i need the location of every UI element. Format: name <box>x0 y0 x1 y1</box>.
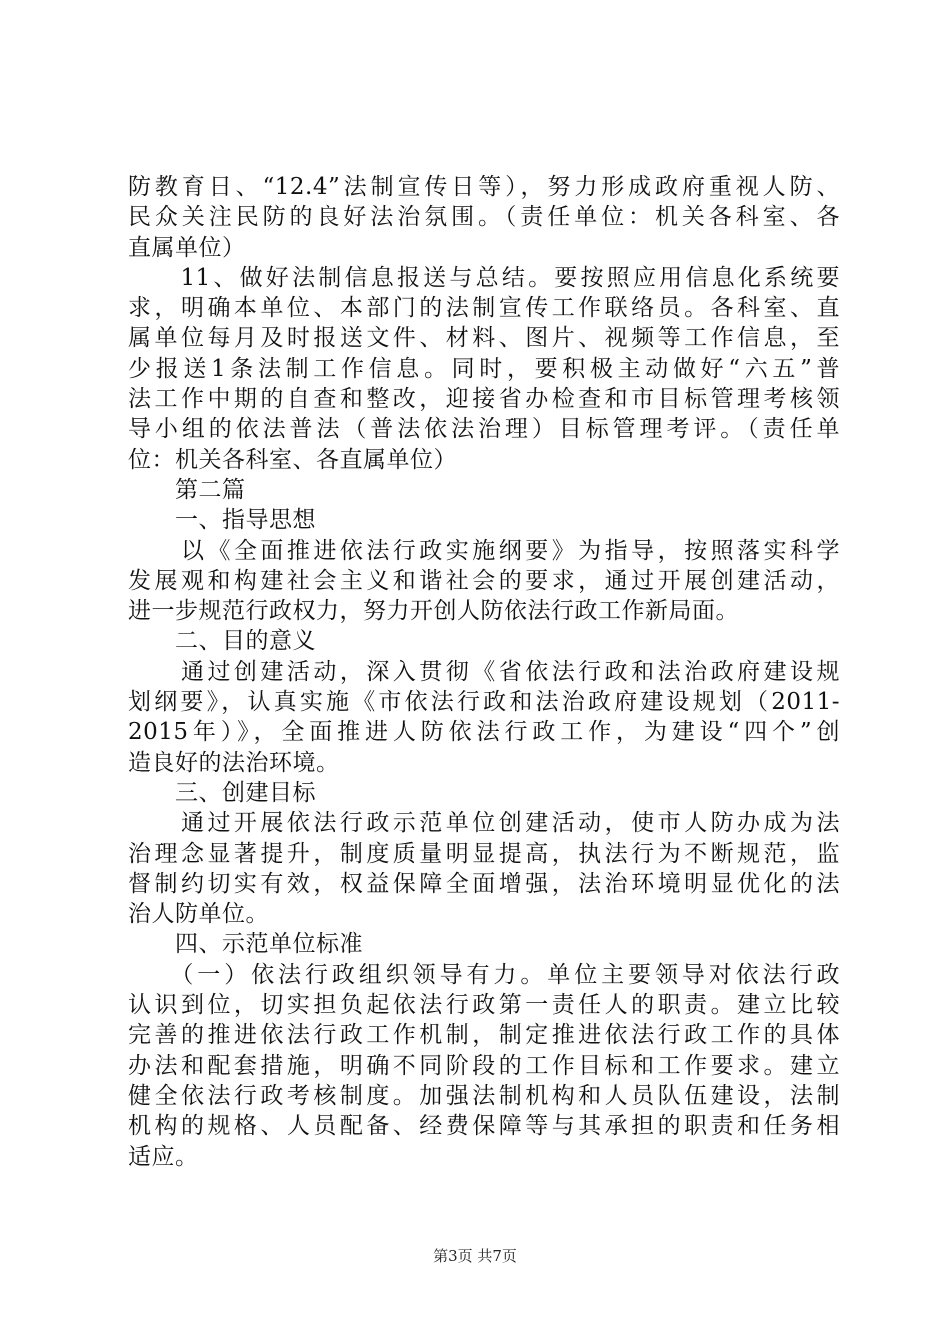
text-line: 一、指导思想 <box>128 507 316 534</box>
page-footer: 第3页 共7页 <box>433 1247 517 1265</box>
text-line: 督制约切实有效，权益保障全面增强，法治环境明显优化的法 <box>128 870 840 897</box>
text-line: 属单位每月及时报送文件、材料、图片、视频等工作信息，至 <box>128 325 840 352</box>
text-line: 治理念显著提升，制度质量明显提高，执法行为不断规范，监 <box>128 840 840 867</box>
text-line: 二、目的意义 <box>128 628 316 655</box>
text-line: 防教育日、“12.4”法制宣传日等），努力形成政府重视人防、 <box>128 174 840 200</box>
text-line: 治人防单位。 <box>128 901 269 928</box>
text-line: 通过创建活动，深入贯彻《省依法行政和法治政府建设规 <box>128 658 840 685</box>
text-line: 三、创建目标 <box>128 779 316 806</box>
text-line: 进一步规范行政权力，努力开创人防依法行政工作新局面。 <box>128 598 739 625</box>
text-line: 法工作中期的自查和整改，迎接省办检查和市目标管理考核领 <box>128 386 840 413</box>
text-line: 机构的规格、人员配备、经费保障等与其承担的职责和任务相 <box>128 1113 840 1140</box>
text-line: 办法和配套措施，明确不同阶段的工作目标和工作要求。建立 <box>128 1052 840 1079</box>
text-line: 适应。 <box>128 1143 199 1170</box>
text-line: 民众关注民防的良好法治氛围。（责任单位：机关各科室、各 <box>128 204 840 231</box>
text-line: 少报送1条法制工作信息。同时，要积极主动做好“六五”普 <box>128 355 840 382</box>
text-line: （一）依法行政组织领导有力。单位主要领导对依法行政 <box>128 961 840 988</box>
text-line: 划纲要》，认真实施《市依法行政和法治政府建设规划（2011- <box>128 689 840 716</box>
text-line: 完善的推进依法行政工作机制，制定推进依法行政工作的具体 <box>128 1022 840 1049</box>
text-line: 四、示范单位标准 <box>128 931 363 958</box>
text-line: 导小组的依法普法（普法依法治理）目标管理考评。（责任单 <box>128 416 840 443</box>
text-line: 发展观和构建社会主义和谐社会的要求，通过开展创建活动， <box>128 567 840 594</box>
text-line: 健全依法行政考核制度。加强法制机构和人员队伍建设，法制 <box>128 1082 840 1109</box>
text-line: 2015年）》，全面推进人防依法行政工作，为建设“四个”创 <box>128 719 840 746</box>
text-line: 求，明确本单位、本部门的法制宣传工作联络员。各科室、直 <box>128 295 840 322</box>
text-line: 认识到位，切实担负起依法行政第一责任人的职责。建立比较 <box>128 992 840 1019</box>
document-body <box>128 172 840 1172</box>
text-line: 位：机关各科室、各直属单位） <box>128 446 457 473</box>
text-line: 以《全面推进依法行政实施纲要》为指导，按照落实科学 <box>128 537 840 564</box>
text-line: 11、做好法制信息报送与总结。要按照应用信息化系统要 <box>128 264 840 291</box>
text-line: 造良好的法治环境。 <box>128 749 340 776</box>
text-line: 通过开展依法行政示范单位创建活动，使市人防办成为法 <box>128 810 840 837</box>
text-line: 直属单位） <box>128 234 246 261</box>
text-line: 第二篇 <box>128 476 246 503</box>
